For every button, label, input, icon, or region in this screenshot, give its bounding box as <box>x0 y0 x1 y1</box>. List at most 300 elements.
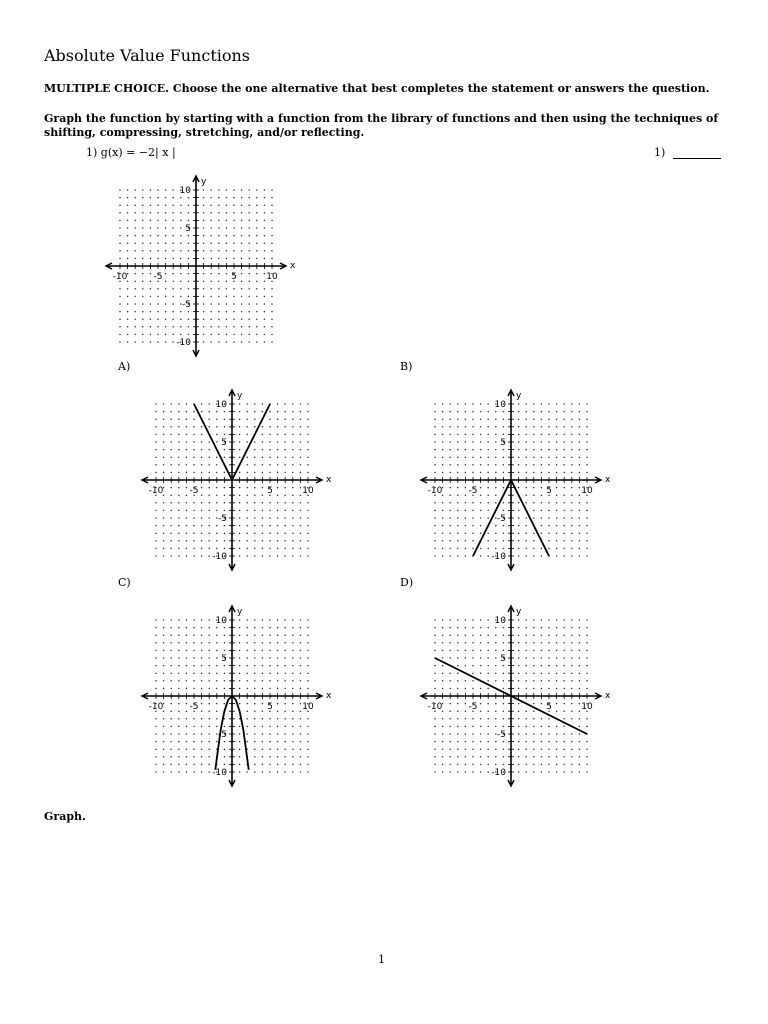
answer-number: 1) <box>654 146 666 159</box>
grid-dot <box>495 741 497 743</box>
grid-dot <box>563 540 565 542</box>
grid-dot <box>487 532 489 534</box>
grid-dot <box>134 288 136 290</box>
grid-dot <box>434 642 436 644</box>
grid-dot <box>262 771 264 773</box>
grid-dot <box>193 502 195 504</box>
grid-dot <box>533 627 535 629</box>
grid-dot <box>193 548 195 550</box>
grid-dot <box>165 220 167 222</box>
grid-dot <box>254 642 256 644</box>
grid-dot <box>142 311 144 313</box>
grid-dot <box>465 741 467 743</box>
grid-dot <box>284 650 286 652</box>
grid-dot <box>155 456 157 458</box>
grid-dot <box>457 642 459 644</box>
grid-dot <box>503 672 505 674</box>
grid-dot <box>548 672 550 674</box>
grid-dot <box>307 502 309 504</box>
grid-dot <box>157 318 159 320</box>
grid-dot <box>233 212 235 214</box>
grid-dot <box>465 748 467 750</box>
grid-dot <box>155 532 157 534</box>
grid-dot <box>465 426 467 428</box>
grid-dot <box>525 680 527 682</box>
grid-dot <box>442 403 444 405</box>
grid-dot <box>495 494 497 496</box>
grid-dot <box>186 487 188 489</box>
grid-dot <box>262 650 264 652</box>
grid-dot <box>533 756 535 758</box>
grid-dot <box>170 487 172 489</box>
grid-dot <box>254 657 256 659</box>
grid-dot <box>472 456 474 458</box>
grid-dot <box>172 326 174 328</box>
grid-dot <box>264 204 266 206</box>
grid-dot <box>556 411 558 413</box>
grid-dot <box>203 189 205 191</box>
grid-dot <box>203 280 205 282</box>
grid-dot <box>284 403 286 405</box>
grid-dot <box>256 303 258 305</box>
grid-dot <box>224 411 226 413</box>
grid-dot <box>518 634 520 636</box>
grid-dot <box>284 627 286 629</box>
grid-dot <box>201 680 203 682</box>
grid-dot <box>307 532 309 534</box>
grid-dot <box>556 517 558 519</box>
grid-dot <box>163 657 165 659</box>
grid-dot <box>586 650 588 652</box>
grid-dot <box>180 311 182 313</box>
grid-dot <box>472 548 474 550</box>
grid-dot <box>269 517 271 519</box>
grid-dot <box>248 197 250 199</box>
grid-dot <box>300 411 302 413</box>
grid-dot <box>208 456 210 458</box>
grid-dot <box>241 212 243 214</box>
grid-dot <box>264 197 266 199</box>
grid-dot <box>246 456 248 458</box>
grid-dot <box>208 634 210 636</box>
grid-dot <box>155 502 157 504</box>
grid-dot <box>571 456 573 458</box>
grid-dot <box>495 456 497 458</box>
grid-dot <box>284 548 286 550</box>
grid-dot <box>307 733 309 735</box>
grid-dot <box>449 532 451 534</box>
grid-dot <box>248 242 250 244</box>
grid-dot <box>563 748 565 750</box>
grid-dot <box>178 718 180 720</box>
grid-dot <box>579 525 581 527</box>
grid-dot <box>271 242 273 244</box>
grid-dot <box>239 418 241 420</box>
grid-dot <box>216 411 218 413</box>
grid-dot <box>533 657 535 659</box>
grid-dot <box>157 212 159 214</box>
grid-dot <box>208 510 210 512</box>
grid-dot <box>186 748 188 750</box>
grid-dot <box>556 733 558 735</box>
grid-dot <box>241 303 243 305</box>
grid-dot <box>541 418 543 420</box>
grid-dot <box>157 227 159 229</box>
grid-dot <box>239 555 241 557</box>
grid-dot <box>300 434 302 436</box>
grid-dot <box>163 403 165 405</box>
grid-dot <box>269 680 271 682</box>
grid-dot <box>201 634 203 636</box>
grid-dot <box>525 634 527 636</box>
grid-dot <box>178 494 180 496</box>
grid-dot <box>186 472 188 474</box>
grid-dot <box>563 672 565 674</box>
grid-dot <box>487 726 489 728</box>
grid-dot <box>269 426 271 428</box>
grid-dot <box>203 220 205 222</box>
grid-dot <box>457 657 459 659</box>
grid-dot <box>277 411 279 413</box>
grid-dot <box>188 296 190 298</box>
grid-dot <box>188 204 190 206</box>
grid-dot <box>563 555 565 557</box>
choice-d-label[interactable]: D) <box>400 576 414 589</box>
grid-dot <box>277 665 279 667</box>
grid-dot <box>525 619 527 621</box>
grid-dot <box>495 418 497 420</box>
grid-dot <box>226 296 228 298</box>
grid-dot <box>541 688 543 690</box>
grid-dot <box>563 657 565 659</box>
grid-dot <box>127 303 129 305</box>
grid-dot <box>201 726 203 728</box>
grid-dot <box>533 418 535 420</box>
grid-dot <box>548 650 550 652</box>
choice-c-graph-svg <box>136 590 336 790</box>
grid-dot <box>262 456 264 458</box>
grid-dot <box>495 710 497 712</box>
grid-dot <box>180 296 182 298</box>
grid-dot <box>586 634 588 636</box>
grid-dot <box>134 204 136 206</box>
grid-dot <box>254 403 256 405</box>
grid-dot <box>186 525 188 527</box>
grid-dot <box>457 710 459 712</box>
grid-dot <box>503 434 505 436</box>
grid-dot <box>518 619 520 621</box>
grid-dot <box>226 258 228 260</box>
grid-dot <box>284 525 286 527</box>
grid-dot <box>193 418 195 420</box>
grid-dot <box>556 634 558 636</box>
grid-dot <box>155 548 157 550</box>
grid-dot <box>127 235 129 237</box>
grid-dot <box>556 464 558 466</box>
grid-dot <box>472 726 474 728</box>
grid-dot <box>186 426 188 428</box>
grid-dot <box>277 726 279 728</box>
grid-dot <box>254 771 256 773</box>
grid-dot <box>571 510 573 512</box>
grid-dot <box>548 657 550 659</box>
grid-dot <box>579 510 581 512</box>
grid-dot <box>300 634 302 636</box>
grid-dot <box>201 741 203 743</box>
grid-dot <box>525 540 527 542</box>
grid-dot <box>119 204 121 206</box>
grid-dot <box>210 227 212 229</box>
x-tick-label: -10 <box>148 702 164 712</box>
grid-dot <box>292 441 294 443</box>
grid-dot <box>246 418 248 420</box>
grid-dot <box>226 189 228 191</box>
grid-dot <box>487 756 489 758</box>
grid-dot <box>556 657 558 659</box>
grid-dot <box>201 555 203 557</box>
choice-a-graph[interactable] <box>136 374 336 578</box>
grid-dot <box>155 449 157 451</box>
grid-dot <box>262 672 264 674</box>
grid-dot <box>157 197 159 199</box>
grid-dot <box>571 555 573 557</box>
grid-dot <box>246 680 248 682</box>
grid-dot <box>300 642 302 644</box>
grid-dot <box>163 650 165 652</box>
grid-dot <box>457 764 459 766</box>
grid-dot <box>292 741 294 743</box>
grid-dot <box>292 756 294 758</box>
grid-dot <box>201 510 203 512</box>
answer-blank[interactable] <box>673 158 721 159</box>
grid-dot <box>216 464 218 466</box>
choice-b-graph[interactable] <box>415 374 615 578</box>
grid-dot <box>472 642 474 644</box>
grid-dot <box>218 235 220 237</box>
grid-dot <box>170 748 172 750</box>
grid-dot <box>556 555 558 557</box>
grid-dot <box>571 657 573 659</box>
grid-dot <box>449 650 451 652</box>
grid-dot <box>487 502 489 504</box>
grid-dot <box>556 525 558 527</box>
grid-dot <box>178 502 180 504</box>
grid-dot <box>449 748 451 750</box>
grid-dot <box>180 273 182 275</box>
grid-dot <box>271 303 273 305</box>
grid-dot <box>193 441 195 443</box>
grid-dot <box>457 441 459 443</box>
choice-c-graph[interactable] <box>136 590 336 794</box>
grid-dot <box>480 510 482 512</box>
grid-dot <box>449 502 451 504</box>
grid-dot <box>277 494 279 496</box>
grid-dot <box>224 764 226 766</box>
grid-dot <box>186 650 188 652</box>
grid-dot <box>254 510 256 512</box>
grid-dot <box>170 688 172 690</box>
grid-dot <box>487 619 489 621</box>
grid-dot <box>208 657 210 659</box>
grid-dot <box>226 250 228 252</box>
grid-dot <box>525 411 527 413</box>
grid-dot <box>518 548 520 550</box>
grid-dot <box>495 718 497 720</box>
grid-dot <box>434 548 436 550</box>
grid-dot <box>193 764 195 766</box>
grid-dot <box>186 434 188 436</box>
grid-dot <box>241 250 243 252</box>
grid-dot <box>248 303 250 305</box>
grid-dot <box>178 710 180 712</box>
grid-dot <box>188 318 190 320</box>
y-tick-label: -5 <box>497 514 506 524</box>
grid-dot <box>300 771 302 773</box>
grid-dot <box>246 441 248 443</box>
grid-dot <box>163 741 165 743</box>
grid-dot <box>503 688 505 690</box>
grid-dot <box>465 494 467 496</box>
grid-dot <box>449 710 451 712</box>
grid-dot <box>300 710 302 712</box>
grid-dot <box>518 510 520 512</box>
grid-dot <box>254 472 256 474</box>
grid-dot <box>503 487 505 489</box>
grid-dot <box>503 510 505 512</box>
grid-dot <box>186 418 188 420</box>
grid-dot <box>170 642 172 644</box>
grid-dot <box>449 525 451 527</box>
grid-dot <box>178 726 180 728</box>
grid-dot <box>203 273 205 275</box>
grid-dot <box>216 434 218 436</box>
grid-dot <box>216 426 218 428</box>
grid-dot <box>180 258 182 260</box>
grid-dot <box>216 487 218 489</box>
grid-dot <box>239 756 241 758</box>
grid-dot <box>571 441 573 443</box>
grid-dot <box>170 710 172 712</box>
grid-dot <box>254 665 256 667</box>
grid-dot <box>241 311 243 313</box>
grid-dot <box>541 718 543 720</box>
grid-dot <box>254 411 256 413</box>
grid-dot <box>210 311 212 313</box>
grid-dot <box>292 642 294 644</box>
grid-dot <box>571 434 573 436</box>
grid-dot <box>210 204 212 206</box>
x-axis-label: x <box>326 475 332 485</box>
grid-dot <box>480 672 482 674</box>
grid-dot <box>170 441 172 443</box>
grid-dot <box>457 517 459 519</box>
grid-dot <box>201 718 203 720</box>
grid-dot <box>434 627 436 629</box>
grid-dot <box>178 680 180 682</box>
grid-dot <box>277 710 279 712</box>
grid-dot <box>292 680 294 682</box>
grid-dot <box>248 227 250 229</box>
grid-dot <box>533 733 535 735</box>
grid-dot <box>533 710 535 712</box>
grid-dot <box>262 665 264 667</box>
grid-dot <box>163 434 165 436</box>
choice-b-label[interactable]: B) <box>400 360 413 373</box>
grid-dot <box>442 502 444 504</box>
grid-dot <box>556 627 558 629</box>
grid-dot <box>533 619 535 621</box>
grid-dot <box>180 318 182 320</box>
grid-dot <box>277 680 279 682</box>
grid-dot <box>256 288 258 290</box>
grid-dot <box>203 235 205 237</box>
grid-dot <box>563 771 565 773</box>
grid-dot <box>579 764 581 766</box>
grid-dot <box>163 771 165 773</box>
choice-a-label[interactable]: A) <box>118 360 131 373</box>
grid-dot <box>233 296 235 298</box>
grid-dot <box>563 510 565 512</box>
grid-dot <box>180 204 182 206</box>
choice-d-graph[interactable] <box>415 590 615 794</box>
grid-dot <box>525 672 527 674</box>
grid-dot <box>254 548 256 550</box>
grid-dot <box>178 525 180 527</box>
grid-dot <box>480 525 482 527</box>
grid-dot <box>150 311 152 313</box>
y-tick-label: 5 <box>500 438 506 448</box>
grid-dot <box>178 456 180 458</box>
grid-dot <box>248 318 250 320</box>
grid-dot <box>495 502 497 504</box>
grid-dot <box>210 258 212 260</box>
grid-dot <box>262 403 264 405</box>
grid-dot <box>563 733 565 735</box>
grid-dot <box>224 688 226 690</box>
grid-dot <box>472 441 474 443</box>
grid-dot <box>571 540 573 542</box>
grid-dot <box>495 665 497 667</box>
grid-dot <box>248 273 250 275</box>
grid-dot <box>216 456 218 458</box>
grid-dot <box>503 642 505 644</box>
grid-dot <box>208 525 210 527</box>
grid-dot <box>556 510 558 512</box>
grid-dot <box>495 726 497 728</box>
grid-dot <box>277 532 279 534</box>
grid-dot <box>518 650 520 652</box>
grid-dot <box>254 688 256 690</box>
grid-dot <box>457 525 459 527</box>
x-tick-label: -5 <box>189 486 199 496</box>
grid-dot <box>472 650 474 652</box>
grid-dot <box>571 472 573 474</box>
choice-c-label[interactable]: C) <box>118 576 131 589</box>
grid-dot <box>218 296 220 298</box>
grid-dot <box>163 665 165 667</box>
grid-dot <box>586 555 588 557</box>
grid-dot <box>449 627 451 629</box>
grid-dot <box>178 487 180 489</box>
grid-dot <box>533 403 535 405</box>
grid-dot <box>292 472 294 474</box>
grid-dot <box>563 710 565 712</box>
grid-dot <box>480 756 482 758</box>
grid-dot <box>284 718 286 720</box>
grid-dot <box>300 718 302 720</box>
question-prompt: Graph the function by starting with a function from the library of functions and then using the techniques of shifting, compressing, stretching, and/or reflecting. <box>44 112 719 139</box>
grid-dot <box>563 726 565 728</box>
